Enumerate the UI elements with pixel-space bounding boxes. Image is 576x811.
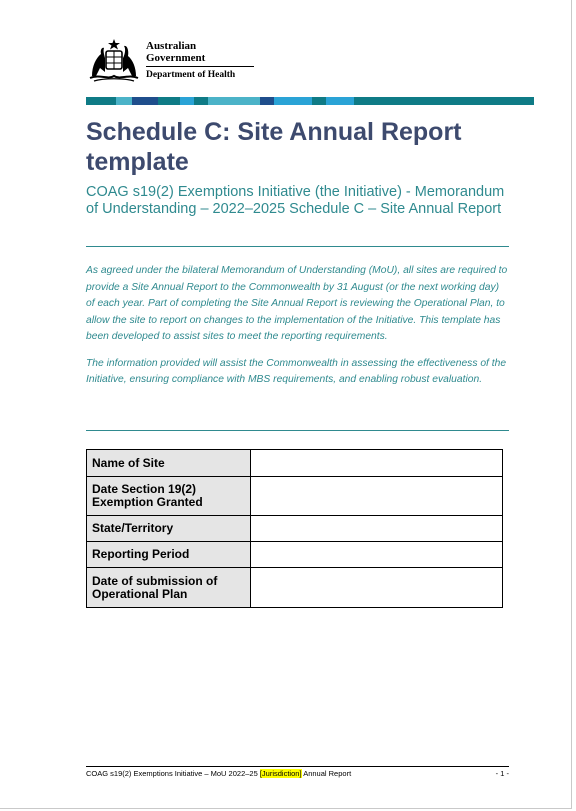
- field-name-of-site[interactable]: [251, 450, 503, 477]
- divider-top: [86, 246, 509, 247]
- page-subtitle: COAG s19(2) Exemptions Initiative (the Initiative) - Memorandum of Understanding – 2022–2025 Schedule C – Site Annual Report: [86, 184, 505, 217]
- footer-text-end: Annual Report: [301, 769, 352, 778]
- table-row: [87, 516, 503, 542]
- row-label-submission-date: Date of submission of Operational Plan: [87, 568, 251, 608]
- jurisdiction-placeholder: [Jurisdiction]: [259, 769, 302, 778]
- decorative-color-band: [86, 97, 534, 105]
- intro-paragraph: The information provided will assist the Commonwealth in assessing the effectiveness of the Initiative, ensuring compliance with MBS requirements, and enabling robust evaluation.: [86, 357, 507, 385]
- table-row: [87, 450, 503, 477]
- field-state-territory[interactable]: [251, 516, 503, 542]
- page-number: - 1 -: [495, 769, 509, 778]
- band-segment: [274, 97, 312, 105]
- band-segment: [312, 97, 326, 105]
- band-segment: [194, 97, 208, 105]
- band-segment: [260, 97, 274, 105]
- intro-text: [86, 263, 510, 399]
- government-logo: [86, 38, 254, 82]
- table-row: [87, 477, 503, 516]
- band-segment: [326, 97, 354, 105]
- divider-bottom: [86, 430, 509, 431]
- field-submission-date[interactable]: [251, 568, 503, 608]
- page-title: Schedule C: Site Annual Report template: [86, 118, 462, 176]
- row-label-reporting-period: Reporting Period: [87, 542, 251, 568]
- table-row: [87, 542, 503, 568]
- government-wordmark: [146, 40, 254, 80]
- coat-of-arms-icon: [86, 38, 142, 82]
- footer-text-start: COAG s19(2) Exemptions Initiative – MoU 2022–25: [86, 769, 260, 778]
- government-name: Australian Government: [146, 40, 254, 67]
- site-details-table: [86, 449, 503, 608]
- band-segment: [116, 97, 132, 105]
- row-label-name-of-site: Name of Site: [87, 450, 251, 477]
- table-row: [87, 568, 503, 608]
- band-segment: [208, 97, 260, 105]
- band-segment: [354, 97, 534, 105]
- band-segment: [180, 97, 194, 105]
- footer-text: [86, 769, 351, 778]
- department-name: Department of Health: [146, 70, 236, 80]
- band-segment: [86, 97, 116, 105]
- row-label-state-territory: State/Territory: [87, 516, 251, 542]
- page-footer: [86, 766, 509, 778]
- intro-paragraph: As agreed under the bilateral Memorandum of Understanding (MoU), all sites are required to provide a Site Annual Report to the Commonwealth by 31 August (or the next working day) of each year. Part of completing the Site Annual Report is reviewing the Operational Plan, to allow the site to report on changes to the implementation of the Initiative. This template has been developed to assist sites to meet the reporting requirements.: [86, 265, 508, 342]
- row-label-exemption-date: Date Section 19(2) Exemption Granted: [87, 477, 251, 516]
- field-exemption-date[interactable]: [251, 477, 503, 516]
- band-segment: [132, 97, 158, 105]
- band-segment: [158, 97, 180, 105]
- field-reporting-period[interactable]: [251, 542, 503, 568]
